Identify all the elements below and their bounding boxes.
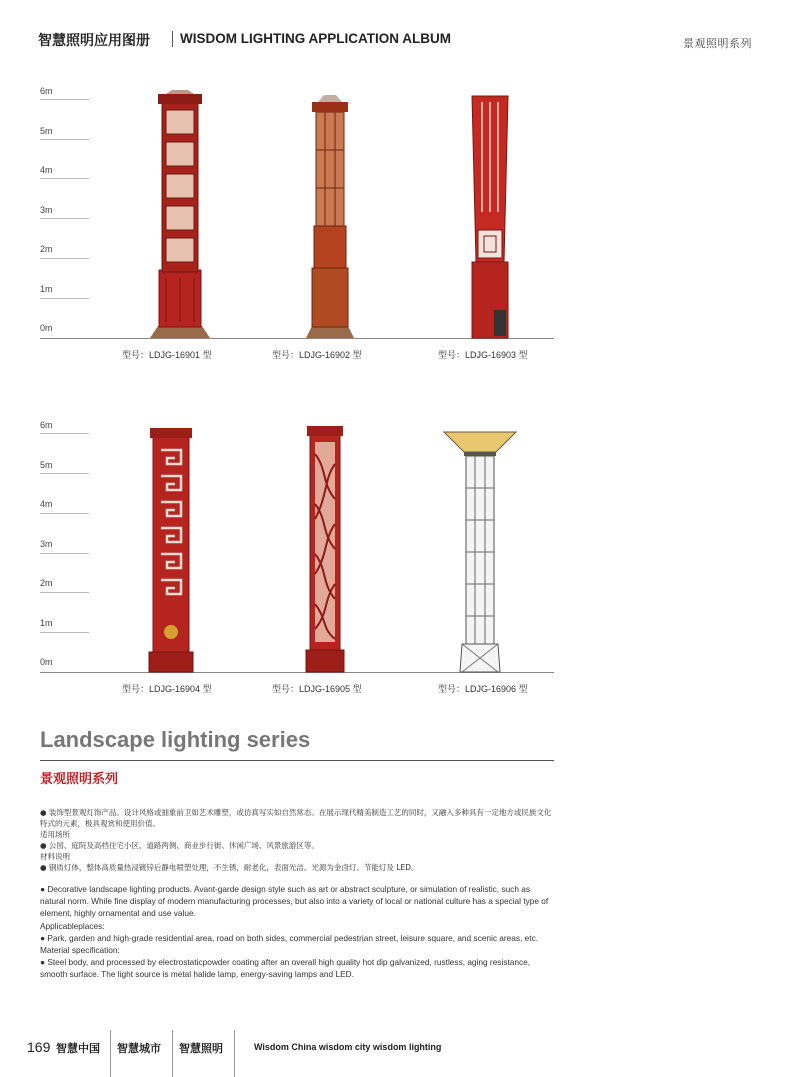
scale-label-2m: 2m (40, 244, 53, 254)
lamp-ldjg-16906-image (440, 428, 520, 674)
scale-label-3m: 3m (40, 205, 53, 215)
scale-line (40, 139, 89, 140)
header-title-cn: 智慧照明应用图册 (38, 33, 150, 49)
lamp-ldjg-16904-image (145, 426, 197, 674)
scale-label-5m: 5m (40, 460, 53, 470)
en-heading: Applicableplaces: (40, 920, 105, 931)
scale-label-1m: 1m (40, 618, 53, 628)
lamp-model-label: 型号：LDJG-16906 型 (438, 684, 528, 694)
cn-heading: 适用场所 (40, 830, 70, 839)
en-heading: Material specification: (40, 945, 120, 956)
footer-separator (234, 1030, 235, 1077)
lamp-model-label: 型号：LDJG-16905 型 (272, 684, 362, 694)
lamp-model-label: 型号：LDJG-16903 型 (438, 350, 528, 360)
scale-line (40, 298, 89, 299)
description-cn (40, 807, 555, 873)
footer-separator (110, 1030, 111, 1077)
header-series-label: 景观照明系列 (683, 37, 752, 50)
lamp-ldjg-16903-image (460, 92, 520, 340)
scale-line (40, 473, 89, 474)
footer-separator (172, 1030, 173, 1077)
lamp-ldjg-16902-image (290, 90, 370, 340)
scale-line (40, 218, 89, 219)
scale-label-6m: 6m (40, 86, 53, 96)
footer-slogan: Wisdom China wisdom city wisdom lighting (254, 1042, 442, 1052)
scale-label-3m: 3m (40, 539, 53, 549)
scale-label-6m: 6m (40, 420, 53, 430)
scale-line (40, 553, 89, 554)
header-title-en: WISDOM LIGHTING APPLICATION ALBUM (180, 31, 451, 46)
en-paragraph: ● Park, garden and high-grade residential area, road on both sides, commercial pedestrian street, leisure square, and scenic areas, etc. (40, 932, 539, 943)
lamp-model-label: 型号：LDJG-16902 型 (272, 350, 362, 360)
scale-line (40, 433, 89, 434)
lamp-ldjg-16901-image (140, 90, 220, 340)
scale-line (40, 592, 89, 593)
scale-label-0m: 0m (40, 657, 53, 667)
scale-label-5m: 5m (40, 126, 53, 136)
scale-line (40, 632, 89, 633)
scale-line (40, 99, 89, 100)
cn-heading: 材料说明 (40, 852, 70, 861)
header-separator (172, 31, 173, 47)
en-paragraph: ● Steel body, and processed by electrostaticpowder coating after an overall high quality hot dip galvanized, rustless, aging resistance, smooth surface. The light source is metal halide lamp, energy-saving lamps and LED. (40, 957, 531, 980)
scale-label-0m: 0m (40, 323, 53, 333)
lamp-ldjg-16905-image (302, 424, 348, 674)
cn-paragraph: ● 公园、庭院及高档住宅小区、道路两侧、商业步行街、休闲广场、风景旅游区等。 (40, 841, 319, 850)
scale-line (40, 513, 89, 514)
cn-paragraph: ● 钢质灯体，整体高质量热浸镀锌后静电喷塑处理，不生锈，耐老化，表面光洁。光源为金卤灯、节能灯及 LED。 (40, 863, 419, 872)
footer-tag: 智慧城市 (117, 1042, 161, 1055)
cn-paragraph: ● 装饰型景观灯饰产品。设计风格或抽象前卫如艺术雕塑，或仿真写实如自然常态。在展示现代精美制造工艺的同时，又融入多种具有一定地方或民族文化特式的元素，极具观赏和使用价值。 (40, 808, 552, 828)
scale-label-1m: 1m (40, 284, 53, 294)
scale-label-4m: 4m (40, 499, 53, 509)
section-divider (40, 760, 554, 761)
page-number: 169 (27, 1039, 51, 1055)
description-en (40, 883, 555, 981)
en-paragraph: ● Decorative landscape lighting products. Avant-garde design style such as art or abstract sculpture, or simulation of realistic, such as natural norm. While fine display of modern manufacturing processes, but also into a variety of local or national culture has a special type of element, highly ornamental and use value. (40, 884, 549, 919)
scale-label-2m: 2m (40, 578, 53, 588)
scale-line (40, 258, 89, 259)
lamp-model-label: 型号：LDJG-16901 型 (122, 350, 212, 360)
footer-tag: 智慧中国 (56, 1042, 100, 1055)
section-title-cn: 景观照明系列 (40, 772, 119, 787)
lamp-model-label: 型号：LDJG-16904 型 (122, 684, 212, 694)
footer-tag: 智慧照明 (179, 1042, 223, 1055)
scale-line (40, 178, 89, 179)
section-title-en: Landscape lighting series (40, 727, 311, 752)
scale-label-4m: 4m (40, 165, 53, 175)
